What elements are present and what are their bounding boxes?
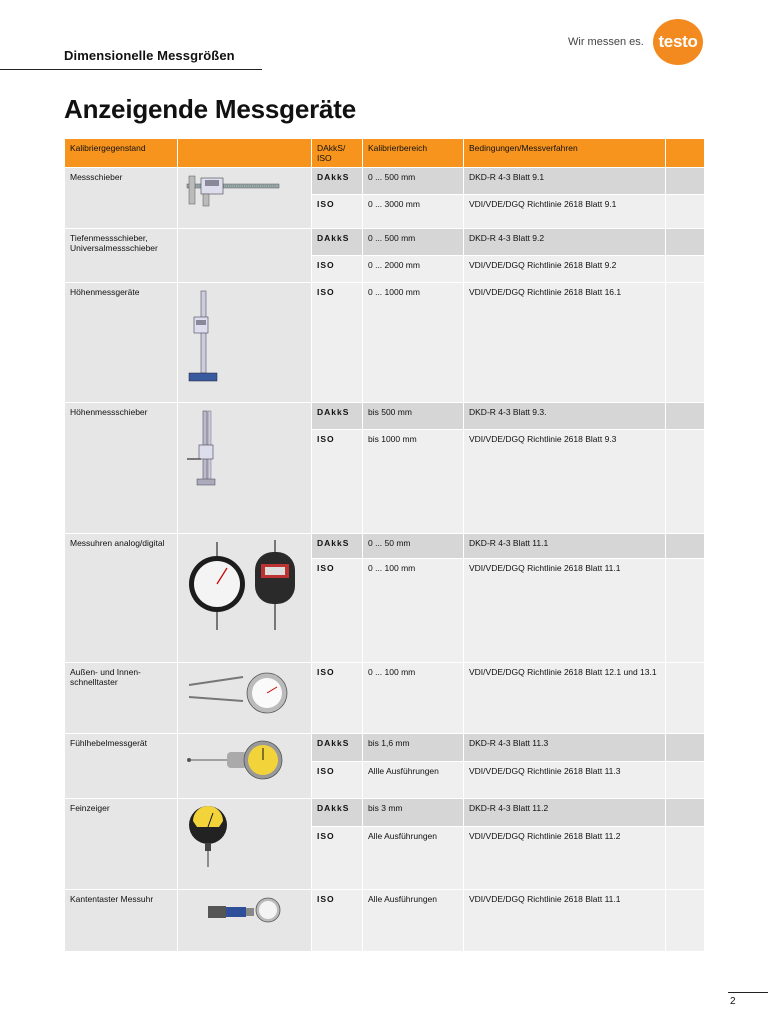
section-title: Dimensionelle Messgrößen [64, 48, 235, 63]
page-number: 2 [730, 996, 736, 1007]
range: 0 ... 3000 mm [363, 195, 464, 229]
column-header: Kalibriergegenstand [65, 139, 178, 168]
column-header: DAkkS/ ISO [312, 139, 363, 168]
range: 0 ... 500 mm [363, 168, 464, 195]
table-row [65, 534, 705, 559]
conditions: VDI/VDE/DGQ Richtlinie 2618 Blatt 16.1 [464, 283, 666, 403]
standard: ISO [312, 283, 363, 403]
caliper-icon [178, 168, 312, 229]
range: 0 ... 100 mm [363, 663, 464, 734]
range: bis 1,6 mm [363, 734, 464, 762]
range: 0 ... 500 mm [363, 229, 464, 256]
lever-indicator-icon [178, 734, 312, 799]
range: 0 ... 2000 mm [363, 256, 464, 283]
table-row [65, 890, 705, 952]
logo-text: testo [658, 32, 698, 51]
edge-finder-icon [178, 890, 312, 952]
item-name: Höhenmessgeräte [65, 283, 178, 403]
item-name: Messuhren analog/digital [65, 534, 178, 663]
table-row [65, 229, 705, 256]
table-row [65, 799, 705, 827]
item-name: Fühlhebelmessgerät [65, 734, 178, 799]
range: 0 ... 1000 mm [363, 283, 464, 403]
standard: ISO [312, 827, 363, 890]
conditions: VDI/VDE/DGQ Richtlinie 2618 Blatt 11.1 [464, 890, 666, 952]
column-header [178, 139, 312, 168]
conditions: DKD-R 4-3 Blatt 11.3 [464, 734, 666, 762]
standard: DAkkS [312, 534, 363, 559]
column-header: Bedingungen/Messverfahren [464, 139, 666, 168]
range: bis 3 mm [363, 799, 464, 827]
standard: ISO [312, 890, 363, 952]
item-name: Messschieber [65, 168, 178, 229]
range: Alle Ausführungen [363, 827, 464, 890]
standard: ISO [312, 762, 363, 799]
section-divider [0, 69, 262, 70]
table-row [65, 403, 705, 430]
caliper-gauge-icon [178, 663, 312, 734]
range: Allle Ausführungen [363, 762, 464, 799]
standard: DAkkS [312, 734, 363, 762]
standard: DAkkS [312, 799, 363, 827]
conditions: VDI/VDE/DGQ Richtlinie 2618 Blatt 9.3 [464, 430, 666, 534]
range: Alle Ausführungen [363, 890, 464, 952]
conditions: VDI/VDE/DGQ Richtlinie 2618 Blatt 11.3 [464, 762, 666, 799]
range: bis 500 mm [363, 403, 464, 430]
standard: ISO [312, 663, 363, 734]
item-name: Außen- und Innen-schnelltaster [65, 663, 178, 734]
table-row [65, 734, 705, 762]
calibration-table [64, 138, 705, 952]
table-row [65, 283, 705, 403]
item-name: Kantentaster Messuhr [65, 890, 178, 952]
page-title: Anzeigende Messgeräte [64, 94, 357, 124]
standard: DAkkS [312, 168, 363, 195]
table-row [65, 168, 705, 195]
item-name: Tiefenmessschieber, Universalmessschieber [65, 229, 178, 283]
conditions: DKD-R 4-3 Blatt 9.2 [464, 229, 666, 256]
standard: DAkkS [312, 403, 363, 430]
conditions: DKD-R 4-3 Blatt 9.1 [464, 168, 666, 195]
column-header [666, 139, 705, 168]
fine-indicator-icon [178, 799, 312, 890]
testo-logo [653, 19, 703, 65]
conditions: DKD-R 4-3 Blatt 11.2 [464, 799, 666, 827]
range: bis 1000 mm [363, 430, 464, 534]
conditions: VDI/VDE/DGQ Richtlinie 2618 Blatt 11.1 [464, 559, 666, 663]
conditions: VDI/VDE/DGQ Richtlinie 2618 Blatt 11.2 [464, 827, 666, 890]
standard: DAkkS [312, 229, 363, 256]
standard: ISO [312, 195, 363, 229]
conditions: VDI/VDE/DGQ Richtlinie 2618 Blatt 9.2 [464, 256, 666, 283]
height-gauge-icon [178, 283, 312, 403]
table-row [65, 663, 705, 734]
footer-divider [728, 992, 768, 993]
conditions: DKD-R 4-3 Blatt 9.3. [464, 403, 666, 430]
conditions: DKD-R 4-3 Blatt 11.1 [464, 534, 666, 559]
standard: ISO [312, 430, 363, 534]
conditions: VDI/VDE/DGQ Richtlinie 2618 Blatt 9.1 [464, 195, 666, 229]
item-name: Höhenmessschieber [65, 403, 178, 534]
conditions: VDI/VDE/DGQ Richtlinie 2618 Blatt 12.1 und 13.1 [464, 663, 666, 734]
standard: ISO [312, 559, 363, 663]
range: 0 ... 50 mm [363, 534, 464, 559]
item-name: Feinzeiger [65, 799, 178, 890]
column-header: Kalibrierbereich [363, 139, 464, 168]
standard: ISO [312, 256, 363, 283]
slogan: Wir messen es. [568, 36, 644, 48]
dial-indicator-icon [178, 534, 312, 663]
range: 0 ... 100 mm [363, 559, 464, 663]
table-header-row [65, 139, 705, 168]
height-caliper-icon [178, 403, 312, 534]
